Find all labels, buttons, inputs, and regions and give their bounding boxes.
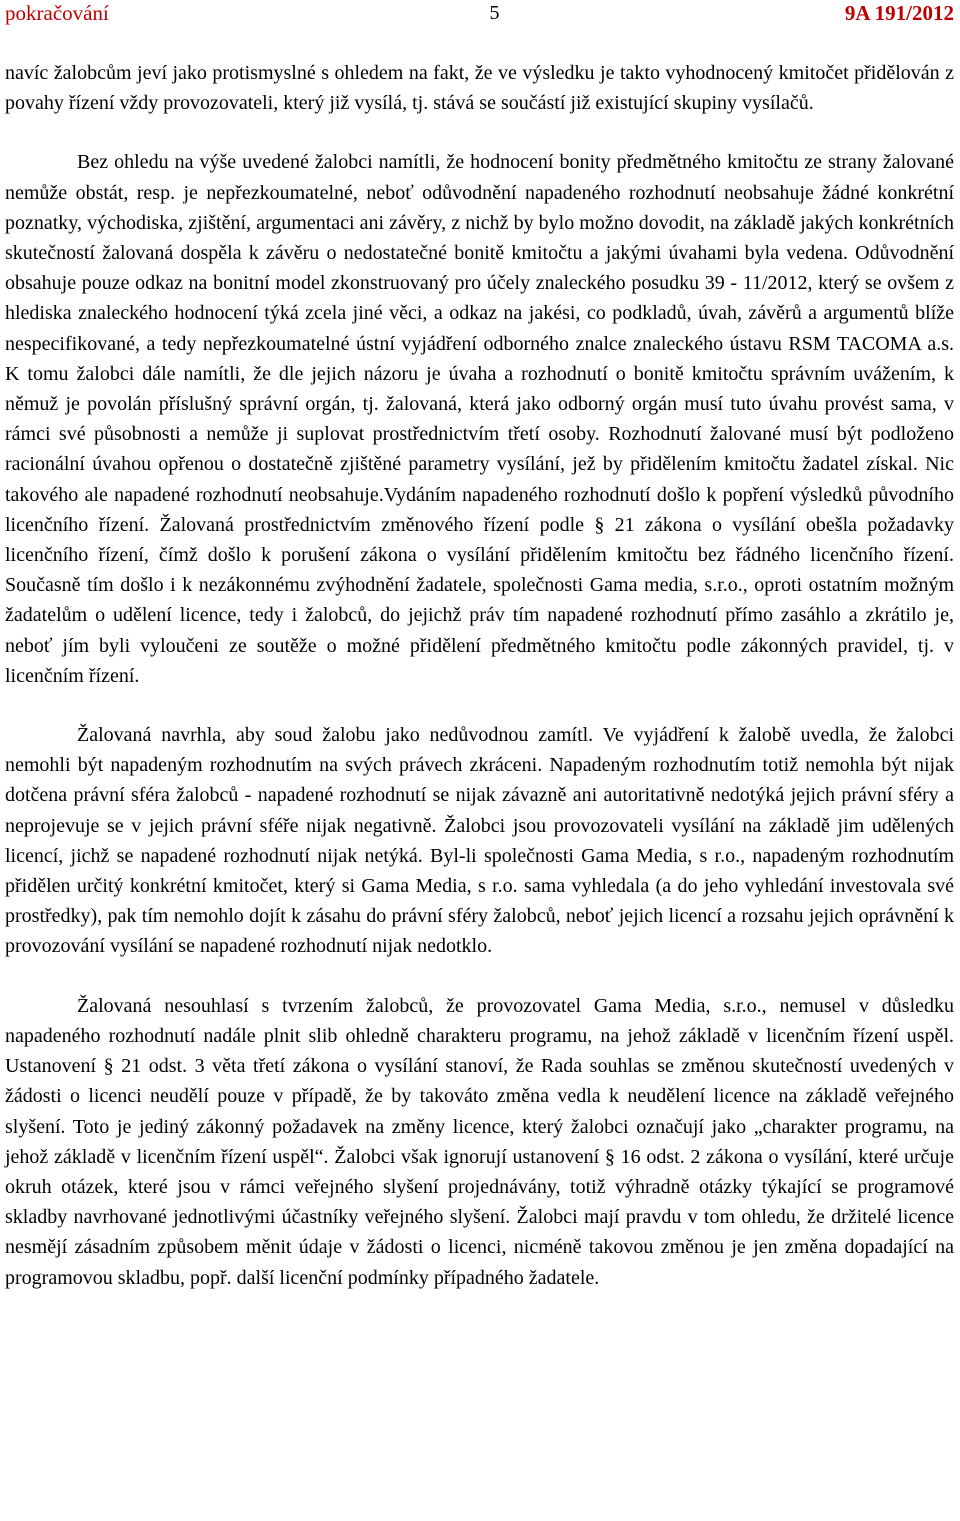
paragraph-3: Žalovaná navrhla, aby soud žalobu jako nedůvodnou zamítl. Ve vyjádření k žalobě uvedla, že žalobci nemohli být napadeným rozhodnutím na svých právech zkráceni. Napadeným rozhodnutím totiž nemohla být nijak dotčena právní sféra žalobců - napadené rozhodnutí se nijak závazně ani autoritativně nedotýká jejich právní sféry a neprojevuje se v jejich právní sféře nijak negativně. Žalobci jsou provozovateli vysílání na základě jim udělených licencí, jichž se napadené rozhodnutí nijak netýká. Byl-li společnosti Gama Media, s r.o., napadeným rozhodnutím přidělen určitý konkrétní kmitočet, který si Gama Media, s r.o. sama vyhledala (a do jeho vyhledání investovala své prostředky), pak tím nemohlo dojít k zásahu do právní sféry žalobců, neboť jejich licencí a rozsahu jejich oprávnění k provozování vysílání se napadené rozhodnutí nijak nedotklo. [5, 724, 954, 958]
paragraph-1: navíc žalobcům jeví jako protismyslné s ohledem na fakt, že ve výsledku je takto vyhodnocený kmitočet přidělován z povahy řízení vždy provozovateli, který již vysílá, tj. stává se součástí již existující skupiny vysílačů. [5, 62, 954, 115]
header-case-number: 9A 191/2012 [844, 1, 954, 25]
document-body [5, 58, 954, 1293]
paragraph-4: Žalovaná nesouhlasí s tvrzením žalobců, že provozovatel Gama Media, s.r.o., nemusel v důsledku napadeného rozhodnutí nadále plnit slib ohledně charakteru programu, na jehož základě v licenčním řízení uspěl. Ustanovení § 21 odst. 3 věta třetí zákona o vysílání stanoví, že Rada souhlas se změnou skutečností uvedených v žádosti o licenci neudělí pouze v případě, že by takováto změna vedla k neudělení licence na základě veřejného slyšení. Toto je jediný zákonný požadavek na změny licence, který žalobci označují jako „charakter programu, na jehož základě v licenčním řízení uspěl“. Žalobci však ignorují ustanovení § 16 odst. 2 zákona o vysílání, které určuje okruh otázek, které jsou v rámci veřejného slyšení projednávány, totiž výhradně otázky týkající se programové skladby navrhované jednotlivými účastníky veřejného slyšení. Žalobci mají pravdu v tom ohledu, že držitelé licence nesmějí zásadním způsobem měnit údaje v žádosti o licenci, nicméně takovou změnou je jen změna dopadající na programovou skladbu, popř. další licenční podmínky případného žadatele. [5, 994, 954, 1289]
header-page-number: 5 [489, 2, 500, 24]
header-continuation-label: pokračování [5, 1, 109, 25]
paragraph-2: Bez ohledu na výše uvedené žalobci namítli, že hodnocení bonity předmětného kmitočtu ze strany žalované nemůže obstát, resp. je nepřezkoumatelné, neboť odůvodnění napadeného rozhodnutí neobsahuje žádné konkrétní poznatky, východiska, zjištění, argumentaci ani závěry, z nichž by bylo možno dovodit, na základě jakých konkrétních skutečností žalovaná dospěla k závěru o nedostatečné bonitě kmitočtu a jakými úvahami byla vedena. Odůvodnění obsahuje pouze odkaz na bonitní model zkonstruovaný pro účely znaleckého posudku 39 - 11/2012, který se ovšem z hlediska znaleckého hodnocení týká zcela jiné věci, a odkaz na jakési, co podkladů, úvah, závěrů a argumentů blíže nespecifikované, a tedy nepřezkoumatelné ústní vyjádření odborného znalce znaleckého ústavu RSM TACOMA a.s. K tomu žalobci dále namítli, že dle jejich názoru je úvaha a rozhodnutí o bonitě kmitočtu správním uvážením, k němuž je povolán příslušný správní orgán, tj. žalovaná, která jako odborný orgán musí tuto úvahu provést sama, v rámci své působnosti a nemůže ji suplovat prostřednictvím třetí osoby. Rozhodnutí žalované musí být podloženo racionální úvahou opřenou o dostatečně zjištěné parametry vysílání, jež by přidělením kmitočtu žadatel získal. Nic takového ale napadené rozhodnutí neobsahuje.Vydáním napadeného rozhodnutí došlo k popření výsledků původního licenčního řízení. Žalovaná prostřednictvím změnového řízení podle § 21 zákona o vysílání obešla požadavky licenčního řízení, čímž došlo k porušení zákona o vysílání přidělením kmitočtu bez řádného licenčního řízení. Současně tím došlo i k nezákonnému zvýhodnění žadatele, společnosti Gama media, s.r.o., oproti ostatním možným žadatelům o udělení licence, tedy i žalobců, do jejichž práv tím napadené rozhodnutí přímo zasáhlo a zkrátilo je, neboť jím byli vyloučeni ze soutěže o možné přidělení předmětného kmitočtu podle zákonných pravidel, tj. v licenčním řízení. [5, 151, 954, 687]
page-header [5, 0, 954, 34]
